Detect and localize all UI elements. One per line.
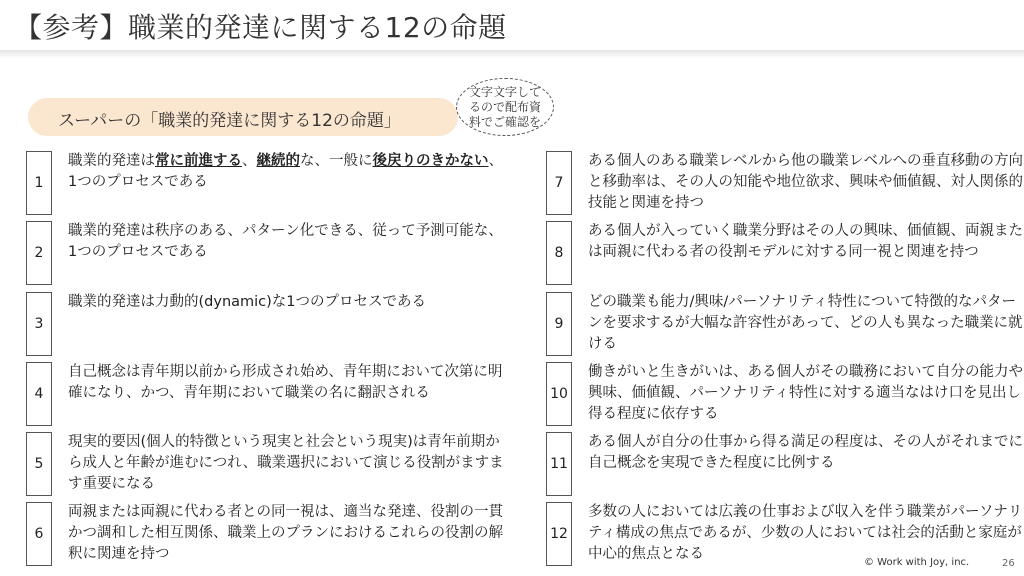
proposition-number: 1 [26, 151, 52, 215]
text-segment: ある個人のある職業レベルから他の職業レベルへの垂直移動の方向と移動率は、その人の知能や地位欲求、興味や価値観、対人関係的技能と関連を持つ [588, 153, 1023, 211]
copyright-footer: © Work with Joy, inc. [864, 557, 970, 568]
highlighted-phrase: 後戻りのきかない [372, 153, 489, 169]
proposition-text [588, 362, 1024, 425]
proposition-number: 8 [546, 221, 572, 285]
proposition-number: 2 [26, 221, 52, 285]
proposition-item [546, 362, 1022, 426]
proposition-item [546, 151, 1022, 215]
proposition-item [546, 432, 1022, 496]
title-divider [0, 50, 1024, 58]
proposition-text [68, 502, 508, 565]
proposition-item [26, 292, 502, 356]
proposition-number: 7 [546, 151, 572, 215]
text-segment: ある個人が入っていく職業分野はその人の興味、価値観、両親または両親に代わる者の役割モデルに対する同一視と関連を持つ [588, 223, 1023, 260]
proposition-number: 5 [26, 432, 52, 496]
subtitle-text: スーパーの「職業的発達に関する12の命題」 [58, 111, 401, 131]
proposition-number: 9 [546, 292, 572, 356]
note-bubble [456, 78, 554, 136]
proposition-item [26, 221, 502, 285]
text-segment: どの職業も能力/興味/パーソナリティ特性について特徴的なパターンを要求するが大幅な許容性があって、どの人も異なった職業に就ける [588, 294, 1023, 352]
text-segment: な、一般に [300, 153, 373, 169]
proposition-item [546, 221, 1022, 285]
proposition-item [546, 292, 1022, 356]
proposition-text [588, 151, 1024, 214]
text-segment: 、 [242, 153, 257, 169]
text-segment: 多数の人においては広義の仕事および収入を伴う職業がパーソナリティ構成の焦点であるが、少数の人においては社会的活動と家庭が中心的焦点となる [588, 504, 1023, 562]
proposition-number: 11 [546, 432, 572, 496]
note-line: るので配布資 [468, 100, 541, 114]
highlighted-phrase: 継続的 [256, 153, 300, 169]
proposition-text [68, 292, 508, 313]
proposition-item [26, 362, 502, 426]
proposition-text [588, 502, 1024, 565]
page-number: 26 [1002, 558, 1015, 569]
proposition-item [26, 502, 502, 566]
proposition-number: 3 [26, 292, 52, 356]
text-segment: 職業的発達は [68, 153, 155, 169]
text-segment: 両親または両親に代わる者との同一視は、適当な発達、役割の一貫かつ調和した相互関係、職業上のプランにおけるこれらの役割の解釈に関連を持つ [68, 504, 503, 562]
text-segment: 自己概念は青年期以前から形成され始め、青年期において次第に明確になり、かつ、青年期において職業の名に翻訳される [68, 364, 503, 401]
highlighted-phrase: 常に前進する [155, 153, 242, 169]
slide-title: 【参考】職業的発達に関する12の命題 [14, 11, 507, 44]
text-segment: 働きがいと生きがいは、ある個人がその職務において自分の能力や興味、価値観、パーソナリティ特性に対する適当なはけ口を見出し得る程度に依存する [588, 364, 1023, 422]
note-line: 文字文字して [468, 85, 541, 99]
proposition-text [588, 221, 1024, 263]
proposition-number: 10 [546, 362, 572, 426]
proposition-text [588, 432, 1024, 474]
proposition-item [26, 432, 502, 496]
proposition-text [68, 221, 508, 263]
proposition-item [26, 151, 502, 215]
text-segment: 、1つのプロセスである [68, 153, 503, 190]
proposition-text [68, 362, 508, 404]
proposition-text [68, 151, 508, 193]
proposition-number: 4 [26, 362, 52, 426]
note-line: 料でご確認を [468, 115, 541, 129]
proposition-text [68, 432, 508, 495]
text-segment: ある個人が自分の仕事から得る満足の程度は、その人がそれまでに自己概念を実現できた程度に比例する [588, 434, 1023, 471]
proposition-number: 12 [546, 502, 572, 566]
text-segment: 現実的要因(個人的特徴という現実と社会という現実)は青年前期から成人と年齢が進むにつれ、職業選択において演じる役割がますます重要になる [68, 434, 504, 492]
proposition-text [588, 292, 1024, 355]
text-segment: 職業的発達は秩序のある、パターン化できる、従って予測可能な、1つのプロセスである [68, 223, 503, 260]
text-segment: 職業的発達は力動的(dynamic)な1つのプロセスである [68, 294, 427, 310]
proposition-number: 6 [26, 502, 52, 566]
